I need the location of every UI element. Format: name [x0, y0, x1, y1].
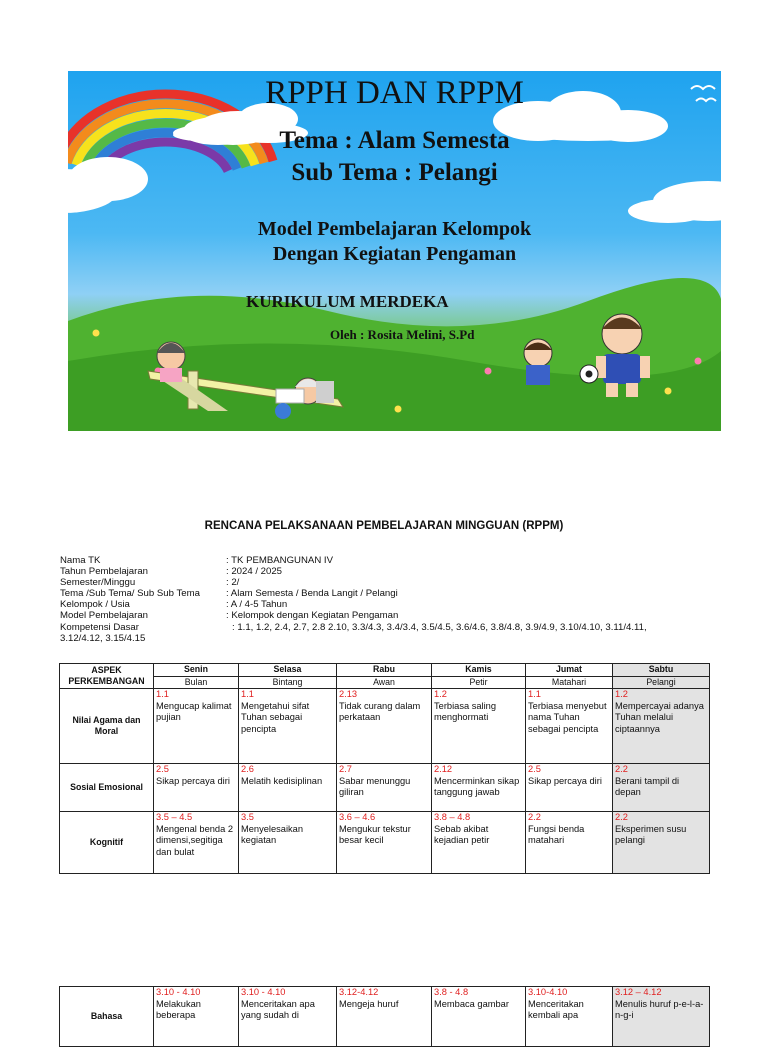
cover-model-line1: Model Pembelajaran Kelompok: [257, 218, 532, 240]
activity-cell: [432, 689, 526, 764]
competency-code: 1.1: [528, 689, 541, 699]
cover-subtema: Sub Tema : Pelangi: [291, 159, 498, 186]
info-value: : 2/: [226, 577, 240, 589]
info-value: : TK PEMBANGUNAN IV: [226, 555, 333, 566]
table-body: [60, 689, 710, 874]
activity-cell: [337, 812, 432, 874]
activity-cell: [154, 812, 239, 874]
activity-cell: [154, 764, 239, 812]
activity-cell: [526, 987, 613, 1047]
aspect-cell: Kognitif: [60, 812, 154, 874]
activity-text: Mengenal benda 2 dimensi,segitiga dan bulat: [156, 823, 234, 857]
competency-code: 2.2: [528, 812, 541, 822]
activity-text: Tidak curang dalam perkataan: [339, 700, 421, 722]
topic-header: Pelangi: [613, 676, 710, 689]
rppm-table-continued: [59, 986, 710, 1047]
info-label: Tahun Pembelajaran: [60, 566, 149, 578]
activity-cell: [613, 987, 710, 1047]
activity-text: Melatih kedisiplinan: [241, 775, 323, 786]
activity-cell: [526, 689, 613, 764]
day-header: Sabtu: [613, 664, 710, 677]
info-value: : Kelompok dengan Kegiatan Pengaman: [226, 610, 399, 622]
competency-code: 3.6 – 4.6: [339, 812, 376, 822]
aspect-cell: Bahasa: [60, 987, 154, 1047]
activity-cell: [432, 764, 526, 812]
activity-text: Terbiasa saling menghormati: [434, 700, 497, 722]
info-row: [60, 599, 710, 610]
cover-tema: Tema : Alam Semesta: [279, 127, 510, 154]
activity-text: Terbiasa menyebut nama Tuhan sebagai pencipta: [528, 700, 607, 734]
info-label: Nama TK: [60, 555, 101, 566]
cover-banner: [68, 71, 721, 431]
day-header: Senin: [154, 664, 239, 677]
activity-cell: [613, 689, 710, 764]
activity-text: Mempercayai adanya Tuhan melalui ciptaannya: [615, 700, 704, 734]
topic-header: Petir: [432, 676, 526, 689]
activity-cell: [154, 689, 239, 764]
competency-code: 2.2: [615, 764, 628, 774]
day-header: Rabu: [337, 664, 432, 677]
activity-text: Sikap percaya diri: [528, 775, 602, 786]
activity-cell: [239, 812, 337, 874]
info-block: [60, 555, 710, 644]
activity-cell: [526, 764, 613, 812]
cover-title: RPPH DAN RPPM: [265, 75, 524, 111]
activity-cell: [239, 689, 337, 764]
activity-cell: [526, 812, 613, 874]
activity-cell: [154, 987, 239, 1047]
activity-text: Melakukan beberapa: [156, 998, 201, 1020]
activity-cell: [239, 764, 337, 812]
cover-theme: [68, 125, 721, 189]
competency-code: 1.1: [241, 689, 254, 699]
table-row: [60, 689, 710, 764]
activity-text: Fungsi benda matahari: [528, 823, 585, 845]
activity-text: Eksperimen susu pelangi: [615, 823, 687, 845]
info-row: [60, 566, 710, 577]
info-value: : 2024 / 2025: [226, 566, 283, 578]
activity-cell: [337, 689, 432, 764]
aspect-cell: Sosial Emosional: [60, 764, 154, 812]
activity-text: Sabar menunggu giliran: [339, 775, 411, 797]
competency-code: 2.5: [156, 764, 169, 774]
activity-cell: [432, 987, 526, 1047]
topic-header: Awan: [337, 676, 432, 689]
competency-code: 3.8 – 4.8: [434, 812, 471, 822]
competency-code: 3.10 - 4.10: [156, 987, 201, 997]
competency-code: 3.8 - 4.8: [434, 987, 469, 997]
rppm-table: [59, 663, 710, 874]
document-title: RENCANA PELAKSANAAN PEMBELAJARAN MINGGUAN (RPPM): [204, 520, 564, 532]
aspect-cell: Nilai Agama dan Moral: [60, 689, 154, 764]
activity-cell: [432, 812, 526, 874]
info-label: Tema /Sub Tema/ Sub Sub Tema: [60, 588, 200, 600]
info-label: Semester/Minggu: [60, 577, 136, 589]
activity-text: Membaca gambar: [434, 998, 509, 1009]
activity-text: Menceritakan kembali apa: [528, 998, 584, 1020]
day-header: Selasa: [239, 664, 337, 677]
competency-code: 3.5 – 4.5: [156, 812, 193, 822]
cover-kurikulum: KURIKULUM MERDEKA: [246, 292, 449, 311]
activity-text: Menceritakan apa yang sudah di: [241, 998, 315, 1020]
activity-text: Menulis huruf p-e-l-a- n-g-i: [615, 998, 704, 1020]
info-row: [60, 622, 710, 633]
aspect-header: ASPEK PERKEMBANGAN: [60, 664, 154, 689]
activity-text: Mengetahui sifat Tuhan sebagai pencipta: [241, 700, 310, 734]
info-label: Kompetensi Dasar: [60, 621, 139, 633]
day-header: Kamis: [432, 664, 526, 677]
activity-text: Mengucap kalimat pujian: [156, 700, 232, 722]
topic-header: Bintang: [239, 676, 337, 689]
info-label: Kelompok / Usia: [60, 599, 130, 611]
info-value: : Alam Semesta / Benda Langit / Pelangi: [226, 588, 398, 600]
activity-cell: [239, 987, 337, 1047]
competency-code: 1.1: [156, 689, 169, 699]
activity-text: Menyelesaikan kegiatan: [241, 823, 304, 845]
activity-text: Sebab akibat kejadian petir: [434, 823, 490, 845]
competency-code: 3.5: [241, 812, 254, 822]
topic-header: Matahari: [526, 676, 613, 689]
competency-code: 2.5: [528, 764, 541, 774]
info-row: [60, 577, 710, 588]
competency-code: 2.12: [434, 764, 453, 774]
competency-code: 2.13: [339, 689, 358, 699]
activity-text: Berani tampil di depan: [615, 775, 680, 797]
info-label: Model Pembelajaran: [60, 610, 148, 622]
activity-text: Sikap percaya diri: [156, 775, 230, 786]
activity-cell: [337, 764, 432, 812]
info-row: [60, 555, 710, 566]
table-row: [60, 812, 710, 874]
activity-cell: [613, 812, 710, 874]
activity-cell: [613, 764, 710, 812]
info-value: : A / 4-5 Tahun: [226, 599, 288, 611]
competency-code: 1.2: [434, 689, 447, 699]
activity-text: Mengeja huruf: [339, 998, 399, 1009]
competency-code: 3.10-4.10: [528, 987, 568, 997]
cover-author: Oleh : Rosita Melini, S.Pd: [330, 327, 475, 342]
cover-model: [68, 217, 721, 267]
table-row: [60, 987, 710, 1047]
table-header-row: [60, 664, 710, 677]
info-value: : 1.1, 1.2, 2.4, 2.7, 2.8 2.10, 3.3/4.3, 3.4/3.4, 3.5/4.5, 3.6/4.6, 3.8/4.8, 3.9/4.9, 3.10/4.10, 3.11/4.11,: [232, 621, 647, 633]
competency-code: 3.12-4.12: [339, 987, 379, 997]
activity-cell: [337, 987, 432, 1047]
table-topic-row: [60, 676, 710, 689]
activity-text: Mengukur tekstur besar kecil: [339, 823, 411, 845]
competency-code: 3.12 – 4.12: [615, 987, 662, 997]
competency-code: 2.6: [241, 764, 254, 774]
competency-code: 2.2: [615, 812, 628, 822]
competency-code: 1.2: [615, 689, 628, 699]
topic-header: Bulan: [154, 676, 239, 689]
competency-code: 2.7: [339, 764, 352, 774]
activity-text: Mencerminkan sikap tanggung jawab: [434, 775, 520, 797]
info-continuation: 3.12/4.12, 3.15/4.15: [60, 632, 146, 644]
info-row: [60, 588, 710, 599]
day-header: Jumat: [526, 664, 613, 677]
info-row: [60, 610, 710, 621]
competency-code: 3.10 - 4.10: [241, 987, 286, 997]
table-row: [60, 764, 710, 812]
cover-model-line2: Dengan Kegiatan Pengaman: [272, 243, 517, 265]
